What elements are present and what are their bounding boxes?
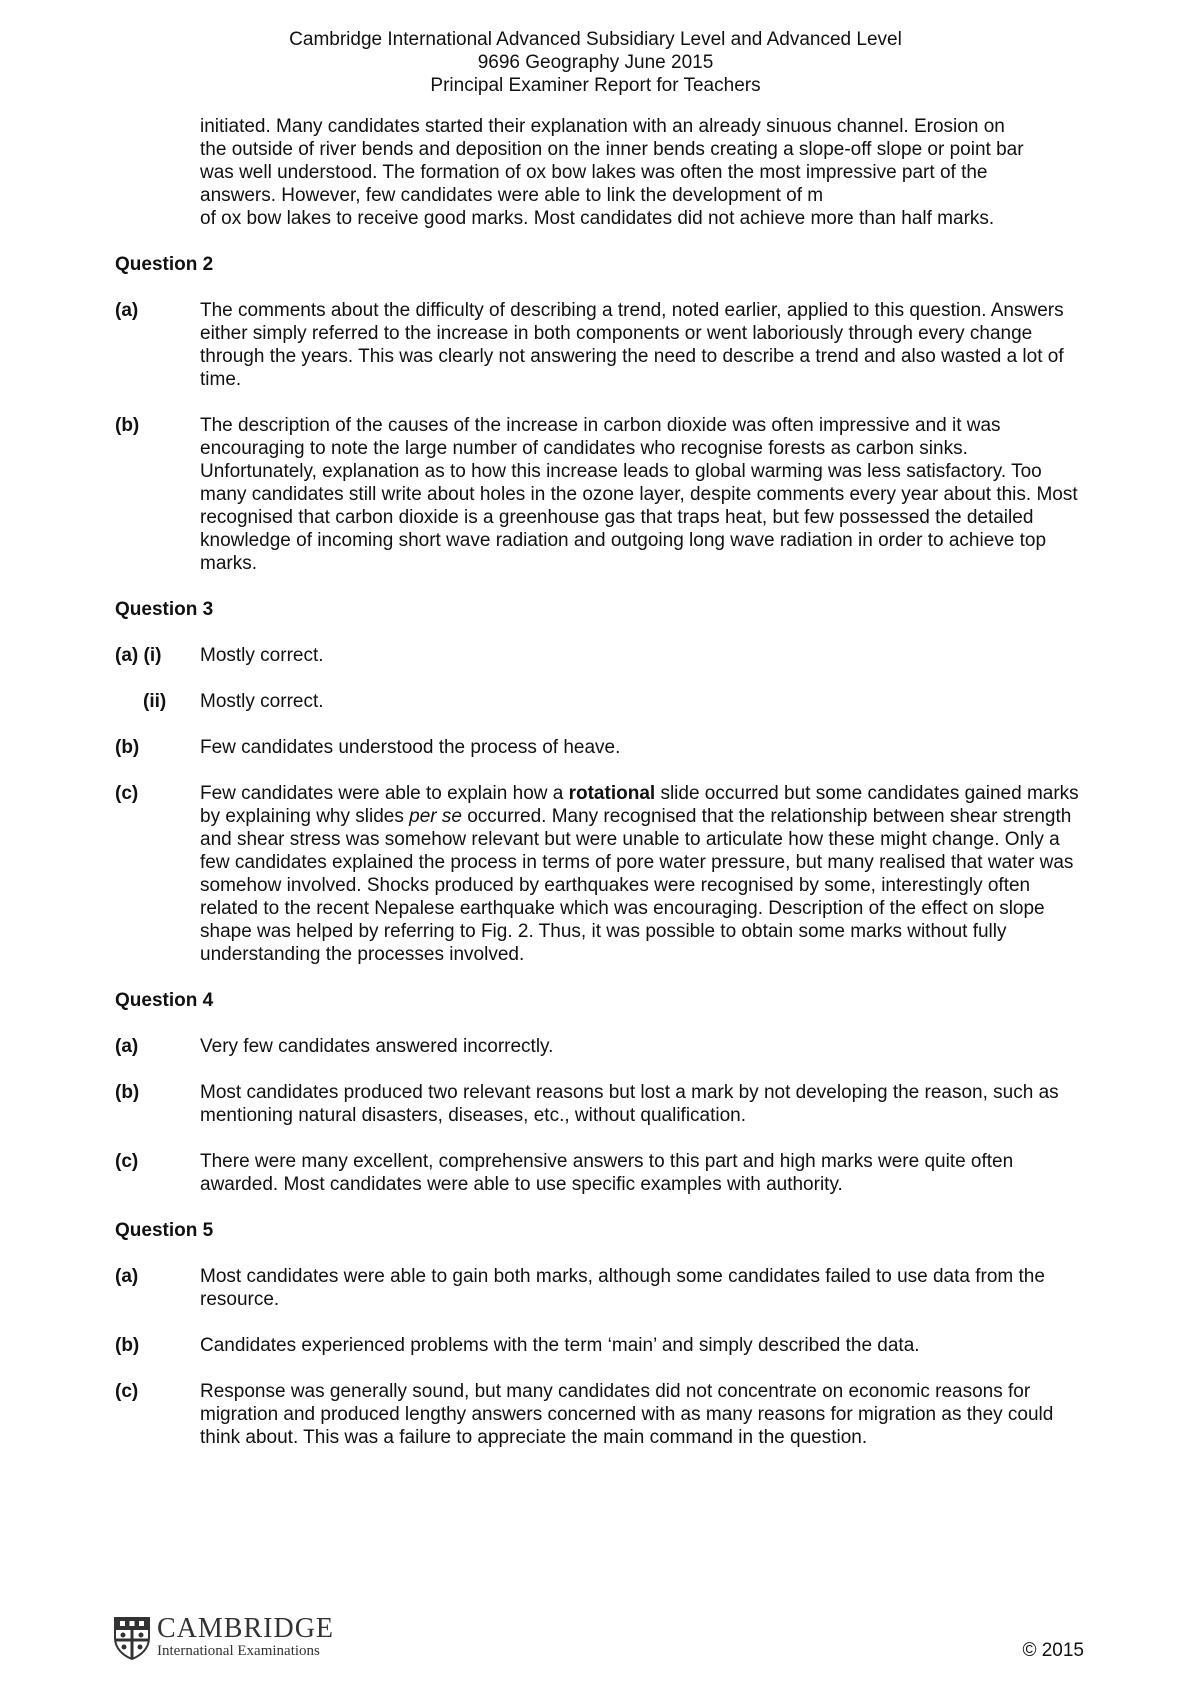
part-label: (a) [115, 1266, 139, 1287]
question-3-heading: Question 3 [115, 599, 214, 620]
cambridge-shield-icon [113, 1616, 151, 1660]
part-text: There were many excellent, comprehensive answers to this part and high marks were quite often awarded. Most candidates were able to use specific examples with authority. [200, 1151, 1014, 1195]
logo-wordmark: CAMBRIDGE [157, 1613, 335, 1644]
intro-line: the outside of river bends and deposition on the inner bends creating a slope-off slope or point bar [200, 139, 1024, 160]
header-line-3: Principal Examiner Report for Teachers [430, 75, 761, 96]
part-text: Most candidates produced two relevant reasons but lost a mark by not developing the reason, such as mentioning natural disasters, diseases, etc., without qualification. [200, 1082, 1059, 1126]
part-label: (b) [115, 1082, 140, 1103]
part-label: (b) [115, 737, 140, 758]
cambridge-logo [113, 1615, 334, 1660]
text-run: Few candidates were able to explain how a [200, 783, 569, 804]
part-label: (b) [115, 415, 140, 436]
question-4-heading: Question 4 [115, 990, 214, 1011]
page-header [0, 28, 1191, 97]
question-5-part-c [115, 1380, 1085, 1449]
intro-line: was well understood. The formation of ox bow lakes was often the most impressive part of the [200, 162, 988, 183]
italic-term: per se [409, 806, 462, 827]
part-label: (a) (i) [115, 645, 162, 666]
bold-term: rotational [568, 783, 656, 804]
question-2-heading: Question 2 [115, 254, 214, 275]
question-3-part-a-ii [115, 690, 1085, 713]
part-label: (ii) [143, 691, 167, 712]
part-text: The description of the causes of the increase in carbon dioxide was often impressive and it was encouraging to note the large number of candidates who recognise forests as carbon sinks. Unfortunately, explanation as to how this increase leads to global warming was less satisfactory. Too many candidates still write about holes in the ozone layer, despite comments every year about this. Most recognised that carbon dioxide is a greenhouse gas that traps heat, but few possessed the detailed knowledge of incoming short wave radiation and outgoing long wave radiation in order to achieve top marks. [200, 415, 1078, 574]
logo-subtitle: International Examinations [157, 1643, 320, 1659]
question-5-part-b [115, 1334, 1085, 1357]
logo-text [157, 1615, 334, 1660]
part-label: (c) [115, 783, 139, 804]
question-5-part-a [115, 1265, 1085, 1311]
part-label: (c) [115, 1151, 139, 1172]
question-3-part-b [115, 736, 1085, 759]
header-line-1: Cambridge International Advanced Subsidiary Level and Advanced Level [289, 29, 902, 50]
question-4-part-a [115, 1035, 1085, 1058]
copyright-notice: © 2015 [1022, 1640, 1084, 1661]
part-text: Most candidates were able to gain both marks, although some candidates failed to use data from the resource. [200, 1266, 1045, 1310]
part-label: (b) [115, 1335, 140, 1356]
intro-paragraph [200, 115, 1085, 230]
part-text: Candidates experienced problems with the term ‘main’ and simply described the data. [200, 1335, 920, 1356]
part-label: (a) [115, 300, 139, 321]
part-text: The comments about the difficulty of describing a trend, noted earlier, applied to this question. Answers either simply referred to the increase in both components or went laboriously through every change through the years. This was clearly not answering the need to describe a trend and also wasted a lot of time. [200, 300, 1064, 390]
intro-line: answers. However, few candidates were able to link the development of m [200, 185, 824, 206]
header-line-2: 9696 Geography June 2015 [477, 52, 714, 73]
part-label: (c) [115, 1381, 139, 1402]
part-label: (a) [115, 1036, 139, 1057]
part-text: Mostly correct. [200, 645, 324, 666]
intro-line: of ox bow lakes to receive good marks. Most candidates did not achieve more than half marks. [200, 208, 995, 229]
part-text: Response was generally sound, but many candidates did not concentrate on economic reasons for migration and produced lengthy answers concerned with as many reasons for migration as they could think about. This was a failure to appreciate the main command in the question. [200, 1381, 1054, 1448]
text-run: occurred. Many recognised that the relationship between shear strength and shear stress was somehow relevant but were unable to articulate how these might change. Only a few candidates explained the process in terms of pore water pressure, but many realised that water was somehow involved. Shocks produced by earthquakes were recognised by some, interestingly often related to the recent Nepalese earthquake which was encouraging. Description of the effect on slope shape was helped by referring to Fig. 2. Thus, it was possible to obtain some marks without fully understanding the processes involved. [200, 806, 1074, 965]
question-2-part-a [115, 299, 1085, 391]
question-4-part-c [115, 1150, 1085, 1196]
question-4-part-b [115, 1081, 1085, 1127]
report-body [115, 115, 1085, 1449]
question-3-part-a-i [115, 644, 1085, 667]
question-2-part-b [115, 414, 1085, 575]
question-3-part-c [115, 782, 1085, 966]
part-text: Mostly correct. [200, 691, 324, 712]
question-5-heading: Question 5 [115, 1220, 214, 1241]
part-text [200, 782, 1085, 966]
part-text: Very few candidates answered incorrectly. [200, 1036, 554, 1057]
part-text: Few candidates understood the process of heave. [200, 737, 621, 758]
text-run: slide occurred but some candidates gained marks by explaining why slides [200, 783, 1079, 827]
intro-line: initiated. Many candidates started their explanation with an already sinuous channel. Erosion on [200, 116, 1005, 137]
